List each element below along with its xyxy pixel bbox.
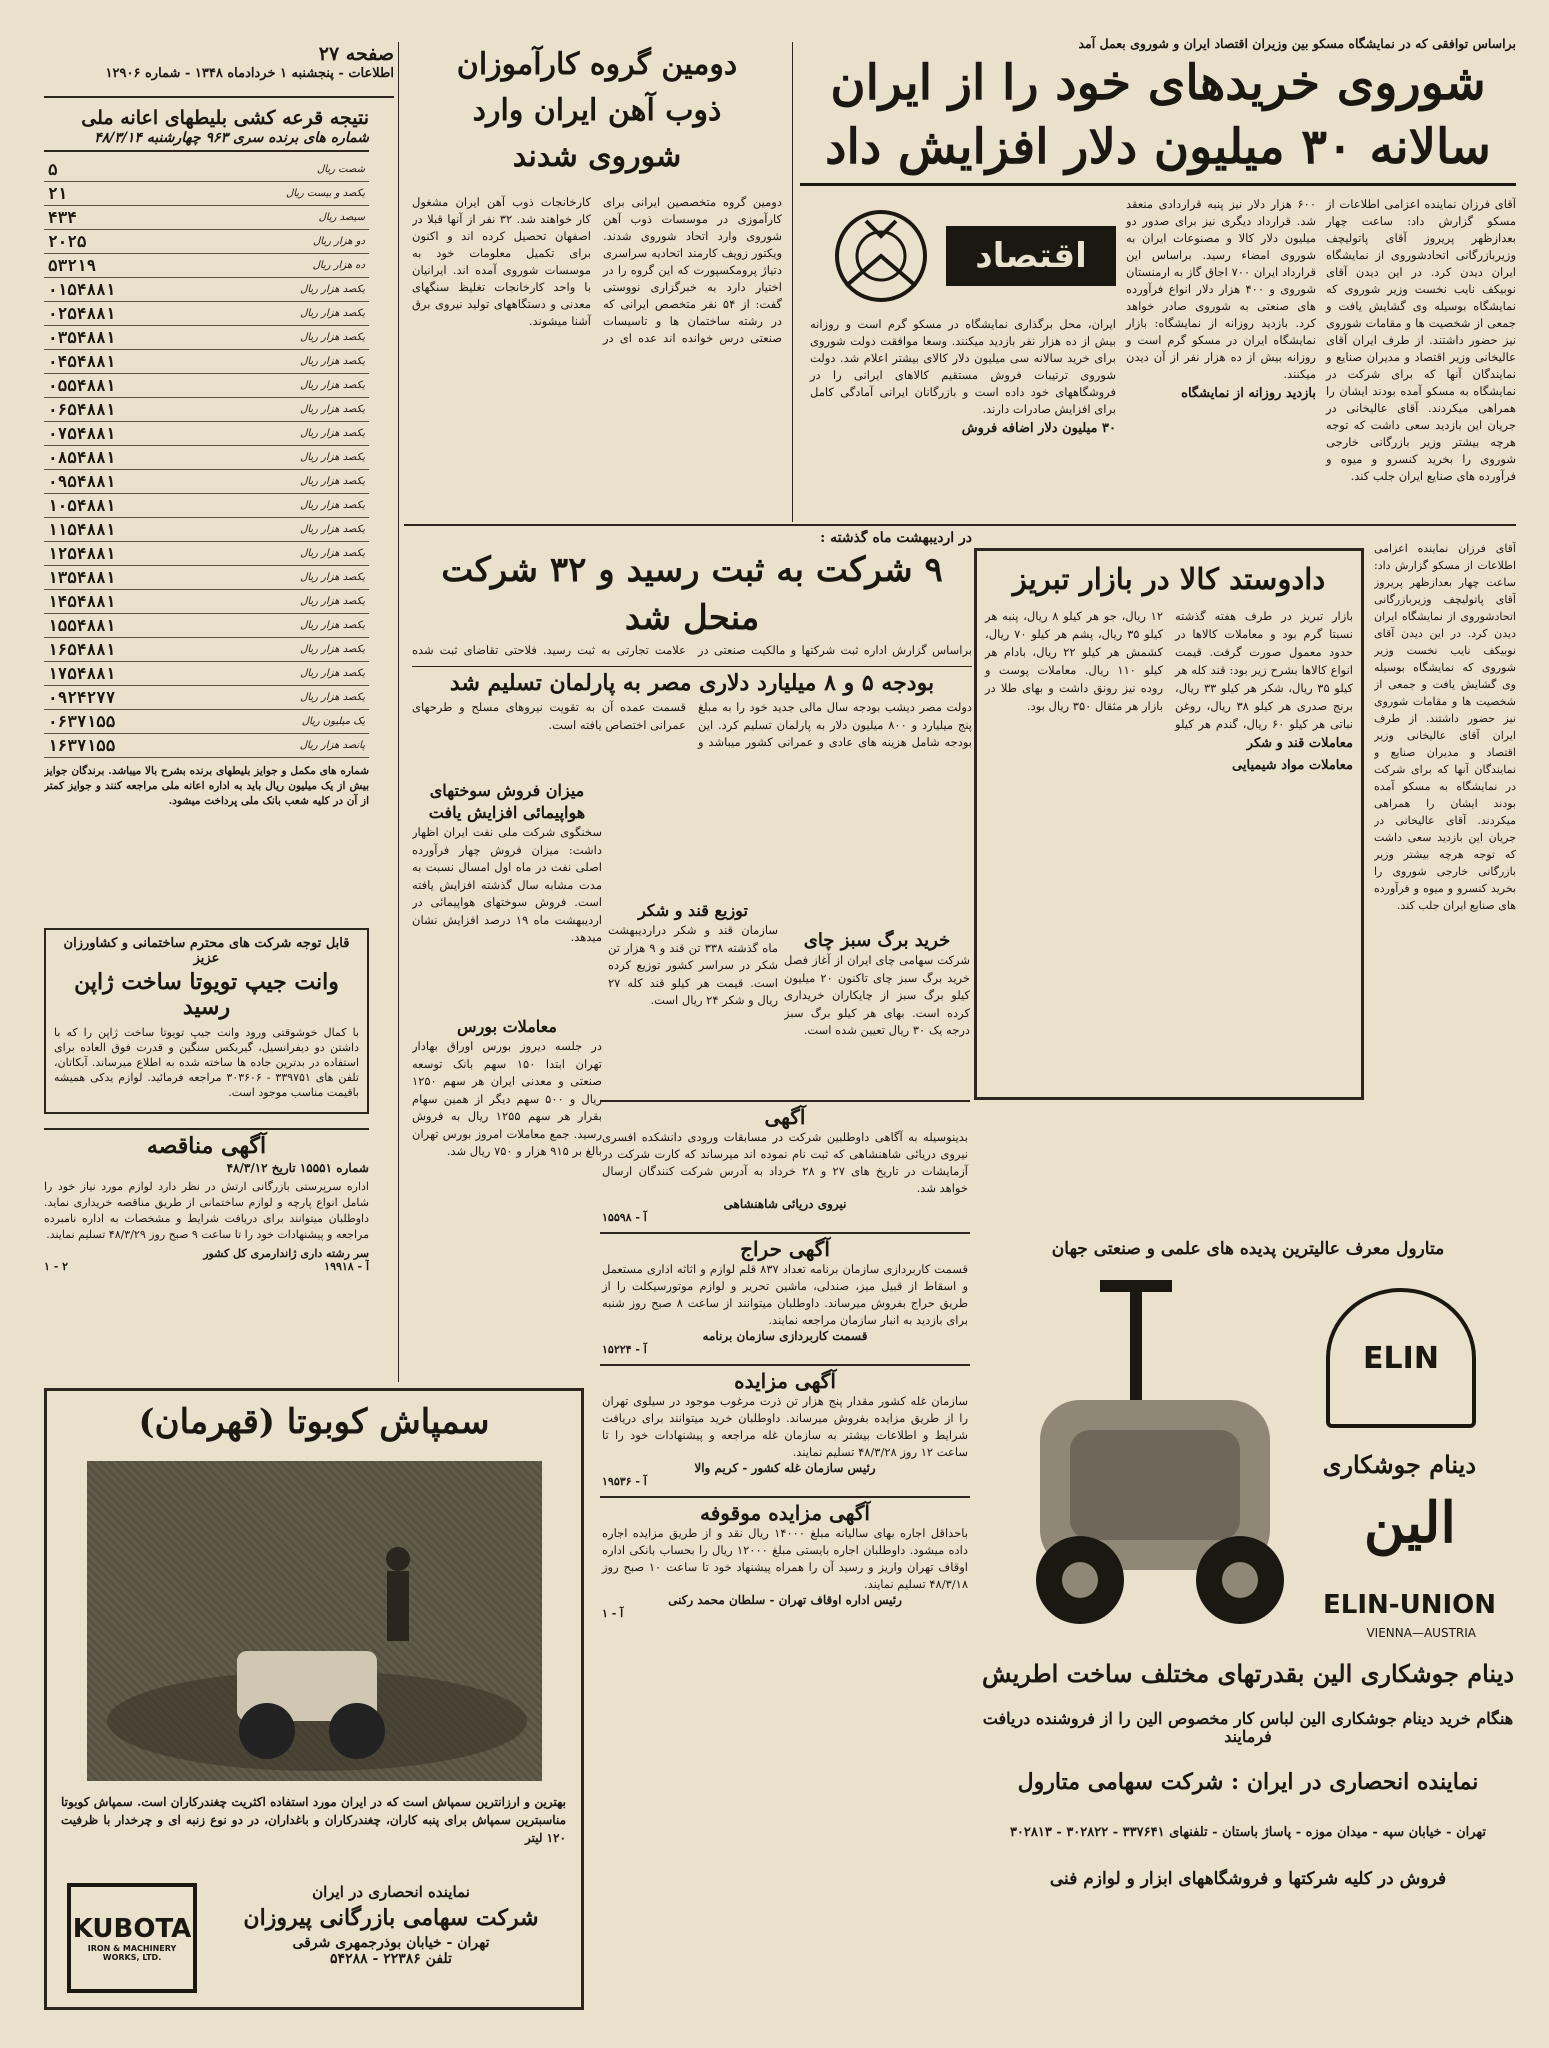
kubota-agent-name: شرکت سهامی بازرگانی پیروزان — [243, 1905, 539, 1931]
tea-headline: خرید برگ سبز چای — [803, 930, 951, 951]
fuel-sales-text: سخنگوی شرکت ملی نفت ایران اظهار داشت: میزان فروش چهار فرآورده اصلی نفت در ماه اول امسال نسبت به مدت مشابه سال گذشته افزایش یافته است. فروش سوختهای هواپیمائی در اردیبهشت ماه ۱۹ درصد افزایش نشان میدهد. — [412, 825, 602, 944]
lottery-row — [44, 326, 369, 350]
tender-headline: آگهی مناقصه — [146, 1133, 267, 1159]
economy-section-banner: اقتصاد — [946, 226, 1116, 286]
lottery-row — [44, 710, 369, 734]
lottery-prize-label: یکصد هزار ریال — [300, 379, 365, 391]
top-story-kicker: براساس توافقی که در نمایشگاه مسکو بین وزیران اقتصاد ایران و شوروی بعمل آمد — [1078, 36, 1516, 51]
elin-ad — [980, 1240, 1516, 2020]
kubota-agent-label: نماینده انحصاری در ایران — [312, 1883, 470, 1901]
lottery-prize-label: یکصد هزار ریال — [300, 427, 365, 439]
notices-list — [600, 1100, 970, 1628]
companies-text: براساس گزارش اداره ثبت شرکتها و مالکیت صنعتی در علامت تجارتی به ثبت رسید. فلاحتی تقاضای ثبت شده — [412, 643, 972, 657]
lottery-prize-label: یکصد هزار ریال — [300, 691, 365, 703]
kubota-address: تهران - خیابان بوذرجمهری شرقی — [292, 1935, 490, 1951]
kubota-sprayer-photo — [87, 1461, 542, 1781]
lottery-row — [44, 494, 369, 518]
notice-headline: آگهی مزایده — [734, 1369, 836, 1393]
notice-ad — [600, 1232, 970, 1364]
karamouzan-headline: دومین گروه کارآموزان ذوب آهن ایران وارد شوروی شدند — [456, 47, 738, 174]
tea-text: شرکت سهامی چای ایران از آغاز فصل خرید برگ سبز چای تاکنون ۲۰ میلیون کیلو برگ سبز از چایکاران خریداری کرده است. بهای هر کیلو برگ سبز درجه یک ۳۰ ریال تعیین شده است. — [784, 953, 970, 1037]
tender-code-2: ۲ - ۱ — [44, 1260, 69, 1274]
companies-headline: ۹ شرکت به ثبت رسید و ۳۲ شرکت منحل شد — [441, 550, 943, 638]
notice-ad — [600, 1364, 970, 1496]
elin-agent: نماینده انحصاری در ایران : شرکت سهامی متارول — [1017, 1769, 1479, 1795]
lottery-row — [44, 614, 369, 638]
lottery-prize-label: یکصد هزار ریال — [300, 547, 365, 559]
lottery-row — [44, 470, 369, 494]
notice-ad — [600, 1100, 970, 1232]
lottery-prize-label: یکصد هزار ریال — [300, 595, 365, 607]
sprayer-illustration — [87, 1461, 542, 1781]
lottery-prize-label: پانصد هزار ریال — [299, 739, 365, 751]
notice-headline: آگهی مزایده موقوفه — [700, 1501, 870, 1525]
lottery-number: ۵ — [48, 159, 58, 179]
lottery-number: ۱۷۵۴۸۸۱ — [48, 663, 116, 683]
lottery-number: ۴۳۴ — [48, 207, 77, 227]
notice-text: سازمان غله کشور مقدار پنج هزار تن ذرت مرغوب موجود در سیلوی تهران را از طریق مزایده بفروش میرساند. داوطلبان خرید میتوانند برای دریافت شرایط و اطلاعات بیشتر به سازمان غله مراجعه و پیشنهادات خود را تا ساعت ۱۲ روز ۴۸/۳/۲۸ تسلیم نمایند. — [602, 1394, 968, 1459]
top-story-col-1: آقای فرزان نماینده اعزامی اطلاعات از مسکو گزارش داد: ساعت چهار بعدازظهر پریروز آقای پاتولیچف وزیربازرگانی اتحادشوروی از نمایشگاه ایران دیدن کرد. در این دیدن آقای نوبیکف نایب نخست وزیر شوروی که نمایشگاه بوسیله وی گشایش یافت و جمعی از شخصیت ها و مقامات شوروی نیز حضور داشتند. از طرف ایران آقای عالیخانی وزیر اقتصاد و مدیران صنایع و نمایندگان آنها که برای شرکت در نمایشگاه به مسکو آمده بودند ایشان را همراهی میکردند. آقای عالیخانی در جریان این بازدید سعی داشت که توجه هرچه بیشتر وزیر بازرگانی خارجی شوروی را بخرید کنسرو و میوه و فرآورده های صنایع ایران جلب کند. — [1326, 197, 1516, 483]
elin-brand-fa: الین — [1363, 1490, 1456, 1556]
fuel-sales-story — [412, 780, 602, 1010]
lottery-row — [44, 566, 369, 590]
top-story-col-2 — [1126, 196, 1316, 485]
karamouzan-story — [412, 42, 782, 520]
lottery-number: ۱۶۵۴۸۸۱ — [48, 639, 116, 659]
top-story-col-2-subhead: بازدید روزانه از نمایشگاه — [1181, 386, 1316, 401]
lottery-row — [44, 350, 369, 374]
lottery-number: ۰۱۵۴۸۸۱ — [48, 279, 116, 299]
lottery-number: ۰۳۵۴۸۸۱ — [48, 327, 116, 347]
bourse-text: در جلسه دیروز بورس اوراق بهادار تهران ابتدا ۱۵۰ سهم بانک توسعه صنعتی و معدنی ایران هر سهم ۱۲۵۰ ریال و ۵۰۰ سهم دیگر از همین سهام بقرار هر سهم ۱۲۵۵ ریال به فروش رسید. جمع معاملات امروز بورس تهران بالغ بر ۹۱۵ هزار و ۷۵۰ ریال شد. — [412, 1039, 602, 1158]
lottery-prize-label: یکصد هزار ریال — [300, 667, 365, 679]
welding-dynamo-illustration — [1010, 1280, 1310, 1640]
kubota-agent — [221, 1883, 561, 1967]
lottery-row — [44, 182, 369, 206]
lottery-table — [44, 158, 369, 758]
lottery-row — [44, 590, 369, 614]
notice-code: آ - ۱۹۵۳۶ — [602, 1475, 647, 1488]
lottery-prize-label: یکصد هزار ریال — [300, 331, 365, 343]
lottery-row — [44, 302, 369, 326]
top-story-col-3-subhead: ۳۰ میلیون دلار اضافه فروش — [961, 421, 1116, 436]
tabriz-sub-2: معاملات مواد شیمیایی — [1232, 758, 1353, 773]
lottery-number: ۰۶۳۷۱۵۵ — [48, 711, 116, 731]
lottery-row — [44, 662, 369, 686]
kubota-caption: بهترین و ارزانترین سمپاش است که در ایران مورد استفاده اکثریت چغندرکاران است. سمپاش کوبوتا مناسبترین سمپاش برای پنبه کاران، چغندرکاران و باغداران، در دو نوع زنبه ای و چرخدار با ظرفیت ۱۲۰ لیتر — [61, 1795, 566, 1845]
tender-footer: سر رشته داری ژاندارمری کل کشور — [203, 1247, 369, 1261]
lottery-row — [44, 158, 369, 182]
lottery-number: ۱۱۵۴۸۸۱ — [48, 519, 116, 539]
top-story — [800, 36, 1516, 520]
lottery-number: ۱۵۵۴۸۸۱ — [48, 615, 116, 635]
lottery-number: ۲۰۲۵ — [48, 231, 87, 251]
top-story-col-2-text: ۶۰۰ هزار دلار نیز پنبه قراردادی منعقد شد. قرارداد دیگری نیز برای صدور دو میلیون دلار کالا و مصنوعات ایران به شوروی امضاء رسید. براساس این قرارداد ایران ۷۰۰ اجاق گاز به ارمنستان شوروی و ۴۰۰ هزار دلار انواع فرآورده های صنعتی به شوروی صادر خواهد کرد. بازدید روزانه از نمایشگاه: بازار نمایشگاه ایران در مسکو گرم است و روزانه بیش از ده هزار نفر از آن دیدن میکنند. — [1126, 197, 1316, 381]
sugar-distribution-story — [608, 900, 778, 1070]
lottery-number: ۰۶۵۴۸۸۱ — [48, 399, 116, 419]
top-story-columns — [800, 196, 1516, 485]
right-column-text: آقای فرزان نماینده اعزامی اطلاعات از مسکو گزارش داد: ساعت چهار بعدازظهر پریروز آقای پاتولیچف وزیربازرگانی اتحادشوروی از نمایشگاه ایران دیدن کرد. در این دیدن آقای نوبیکف نایب نخست وزیر شوروی که نمایشگاه بوسیله وی گشایش یافت و جمعی از شخصیت ها و مقامات شوروی نیز حضور داشتند. از طرف ایران آقای عالیخانی وزیر اقتصاد و مدیران صنایع و نمایندگان آنها که برای شرکت در نمایشگاه به مسکو آمده بودند ایشان را همراهی میکردند. آقای عالیخانی در جریان این بازدید سعی داشت که توجه هرچه بیشتر وزیر بازرگانی خارجی شوروی را بخرید کنسرو و میوه و فرآورده های صنایع ایران جلب کند. — [1374, 542, 1516, 912]
lottery-number: ۵۳۲۱۹ — [48, 255, 97, 275]
economy-banner-row — [810, 196, 1116, 316]
lottery-row — [44, 374, 369, 398]
lottery-row — [44, 446, 369, 470]
bourse-headline: معاملات بورس — [457, 1017, 557, 1036]
lottery-number: ۰۹۲۴۲۷۷ — [48, 687, 116, 707]
lottery-row — [44, 734, 369, 758]
lottery-row — [44, 206, 369, 230]
lottery-row — [44, 254, 369, 278]
sugar-text: سازمان قند و شکر دراردیبهشت ماه گذشته ۳۳۸ تن قند و ۹ هزار تن شکر در سراسر کشور توزیع کرده است. قیمت هر کیلو قند کله ۲۷ ریال و شکر ۲۴ ریال است. — [608, 923, 778, 1007]
lottery-row — [44, 518, 369, 542]
lottery-prize-label: یکصد هزار ریال — [300, 499, 365, 511]
top-story-headline-1: شوروی خریدهای خود را از ایران — [830, 55, 1486, 111]
lottery-number: ۰۷۵۴۸۸۱ — [48, 423, 116, 443]
page-masthead — [44, 42, 394, 98]
notice-headline: آگهی — [764, 1105, 806, 1129]
right-column-continued — [1374, 540, 1516, 1100]
elin-product: دینام جوشکاری — [1322, 1450, 1476, 1479]
lottery-prize-label: یکصد هزار ریال — [300, 571, 365, 583]
tabriz-story — [974, 548, 1364, 1100]
lottery-row — [44, 542, 369, 566]
kubota-ad — [44, 1388, 584, 2010]
notice-text: قسمت کاربردازی سازمان برنامه تعداد ۸۳۷ قلم لوازم و اثاثه اداری مستعمل و اسقاط از قبیل میز، صندلی، ماشین تحریر و لوازم موتورسیکلت را از طریق حراج بفروش میرساند. داوطلبان میتوانند از ساعت ۸ صبح روز شنبه برای بازدید به انبار سازمان مراجعه نمایند. — [602, 1262, 969, 1327]
tender-number: شماره ۱۵۵۵۱ تاریخ ۴۸/۳/۱۲ — [226, 1161, 369, 1176]
elin-logo-text: ELIN — [1363, 1340, 1439, 1376]
lottery-number: ۰۲۵۴۸۸۱ — [48, 303, 116, 323]
lottery-row — [44, 638, 369, 662]
lottery-prize-label: یکصد هزار ریال — [300, 475, 365, 487]
lottery-number: ۰۵۵۴۸۸۱ — [48, 375, 116, 395]
notice-footer: رئیس سازمان غله کشور - کریم والا — [694, 1461, 876, 1475]
karamouzan-text: دومین گروه متخصصین ایرانی برای کارآموزی در موسسات ذوب آهن شوروی وارد اتحاد شوروی شدند. ویکتور زویف کارمند اتحادیه سراسری دتیاژ پرومکسپورت که این گروه را در اختیار دارد به خبرگزاری نووستی گفت: از ۵۴ نفر متخصص ایرانی که در رشته ساختمان ها و تاسیسات صنعتی درس خوانده اند عده ای در کارخانجات ذوب آهن ایران مشغول کار خواهند شد. ۳۲ نفر از آنها قبلا در اصفهان تحصیل کرده اند و اکنون برای تکمیل معلومات خود به موسسات شوروی آمده اند. ایرانیان با واحد کارخانجات تغلیظ سنگهای معدنی و دستگاههای تولید نیروی برق آشنا میشوند. — [412, 195, 782, 345]
lottery-title: نتیجه قرعه کشی بلیطهای اعانه ملی — [81, 108, 369, 129]
notice-ad — [600, 1496, 970, 1628]
lottery-prize-label: یکصد و بیست ریال — [285, 187, 365, 199]
elin-line-2: هنگام خرید دینام جوشکاری الین لباس کار مخصوص الین را از فروشنده دریافت فرمایند — [982, 1709, 1514, 1747]
top-story-headline-2: سالانه ۳۰ میلیون دلار افزایش داد — [800, 115, 1516, 186]
lottery-number: ۱۳۵۴۸۸۱ — [48, 567, 116, 587]
notice-footer: نیروی دریائی شاهنشاهی — [723, 1197, 847, 1211]
lottery-prize-label: سیصد ریال — [318, 211, 365, 223]
lottery-number: ۱۶۳۷۱۵۵ — [48, 735, 116, 755]
notice-code: آ - ۱ — [602, 1607, 624, 1620]
column-rule-1 — [398, 42, 399, 1382]
lottery-row — [44, 422, 369, 446]
elin-logo — [1326, 1288, 1476, 1428]
lottery-prize-label: ده هزار ریال — [312, 259, 365, 271]
tender-ad — [44, 1128, 369, 1348]
kubota-logo-text: KUBOTA — [72, 1914, 192, 1944]
lottery-prize-label: یک میلیون ریال — [301, 715, 365, 727]
lottery-number: ۱۰۵۴۸۸۱ — [48, 495, 116, 515]
tender-code-1: آ - ۱۹۹۱۸ — [324, 1260, 369, 1274]
lottery-row — [44, 686, 369, 710]
elin-tagline: دینام جوشکاری الین بقدرتهای مختلف ساخت اطریش — [981, 1659, 1515, 1688]
notice-footer: رئیس اداره اوقاف تهران - سلطان محمد رکنی — [668, 1593, 902, 1607]
kubota-headline: سمپاش کوبوتا (قهرمان) — [138, 1402, 490, 1442]
lottery-box — [44, 108, 369, 894]
elin-top-line: متارول معرف عالیترین پدیده های علمی و صنعتی جهان — [1051, 1240, 1445, 1259]
tea-story — [784, 930, 970, 1090]
lottery-row — [44, 278, 369, 302]
lottery-number: ۱۲۵۴۸۸۱ — [48, 543, 116, 563]
kubota-logo — [67, 1883, 197, 1993]
section-rule — [404, 524, 1516, 526]
fuel-sales-headline: میزان فروش سوختهای هواپیمائی افزایش یافت — [428, 781, 586, 822]
egypt-budget-story — [412, 666, 972, 776]
lottery-prize-label: یکصد هزار ریال — [300, 619, 365, 631]
lottery-prize-label: دو هزار ریال — [313, 235, 365, 247]
tabriz-headline: دادوستد کالا در بازار تبریز — [1012, 562, 1326, 596]
bourse-story — [412, 1016, 602, 1266]
lottery-prize-label: یکصد هزار ریال — [300, 355, 365, 367]
companies-story — [412, 530, 972, 660]
notice-code: آ - ۱۵۵۹۸ — [602, 1211, 647, 1224]
budget-headline: بودجه ۵ و ۸ میلیارد دلاری مصر به پارلمان تسلیم شد — [449, 670, 935, 696]
tender-codes — [44, 1260, 369, 1273]
lottery-number: ۰۴۵۴۸۸۱ — [48, 351, 116, 371]
lottery-note: شماره های مکمل و جوایز بلیطهای برنده بشرح بالا میباشد. برندگان جوایز بیش از یک میلیون ریال باید به اداره اعانه ملی مراجعه کنند و جوایز کمتر از آن در کلیه شعب بانک ملی پرداخت میشود. — [44, 764, 369, 807]
lottery-prize-label: شصت ریال — [317, 163, 365, 175]
jeep-ad-headline: وانت جیپ تویوتا ساخت ژاپن رسید — [74, 969, 339, 1021]
tabriz-sub-1: معاملات قند و شکر — [1246, 736, 1353, 751]
column-rule-2 — [792, 42, 793, 522]
kubota-phone: تلفن ۲۲۳۸۶ - ۵۴۲۸۸ — [330, 1951, 452, 1967]
issue-line: اطلاعات - پنجشنبه ۱ خردادماه ۱۳۴۸ - شماره ۱۲۹۰۶ — [105, 66, 394, 81]
elin-address: تهران - خیابان سپه - میدان موزه - پاساژ باستان - تلفنهای ۳۳۷۶۴۱ - ۳۰۲۸۲۲ - ۳۰۲۸۱۳ — [1009, 1825, 1487, 1840]
lottery-number: ۰۸۵۴۸۸۱ — [48, 447, 116, 467]
jeep-ad-kicker: قابل توجه شرکت های محترم ساختمانی و کشاورزان عزیز — [63, 936, 350, 966]
lottery-prize-label: یکصد هزار ریال — [300, 523, 365, 535]
notice-code: آ - ۱۵۲۲۴ — [602, 1343, 647, 1356]
lottery-number: ۱۴۵۴۸۸۱ — [48, 591, 116, 611]
lottery-row — [44, 230, 369, 254]
jeep-ad-text: با کمال خوشوقتی ورود وانت جیپ تویوتا ساخت ژاپن را که با داشتن دو دیفرانسیل، گیربکس سنگین و قدرت فوق العاده برای استفاده در بدترین جاده ها ساخته شده به اطلاع میرساند. آبکاتان، تلفن های ۳۳۹۷۵۱ - ۳۰۳۶۰۶ مراجعه فرمائید. لوازم یدکی همیشه باقیمت مناسب موجود است. — [54, 1025, 359, 1099]
elin-origin: VIENNA—AUSTRIA — [1366, 1626, 1476, 1640]
top-story-col-3-text: ایران، محل برگذاری نمایشگاه در مسکو گرم است و روزانه بیش از ده هزار نفر بازدید میکنند. وسعا موافقت دولت شوروی برای خرید سالانه سی میلیون دلار کالای بیشتر اعلام شد. دولت شوروی ترتیبات فروش مستقیم کالاهای ایرانی را در فروشگاههای خود داده است و بازرگانان ایرانی آمادگی کامل برای افزایش صادرات دارند. — [810, 317, 1116, 416]
economy-emblem-icon — [826, 201, 936, 311]
lottery-prize-label: یکصد هزار ریال — [300, 451, 365, 463]
notice-text: باحداقل اجاره بهای سالیانه مبلغ ۱۴۰۰۰ ریال نقد و از طریق مزایده اجاره داده میشود. داوطلبان اجاره بایستی مبلغ ۱۲۰۰۰ ریال را بحساب بانکی اداره اوقاف تهران واریز و رسید آن را همراه پیشنهاد خود تا ساعت ۱۰ صبح روز ۴۸/۳/۱۸ تسلیم نمایند. — [602, 1526, 968, 1591]
elin-footer: فروش در کلیه شرکتها و فروشگاههای ابزار و لوازم فنی — [1049, 1869, 1447, 1889]
tabriz-text: بازار تبریز در طرف هفته گذشته نسبتا گرم بود و معاملات کالاها در حدود معمول صورت گرفت. قیمت انواع کالاها بشرح زیر بود: قند کله هر کیلو ۳۵ ریال، شکر هر کیلو ۳۳ ریال، برنج صدری هر کیلو ۳۸ ریال، روغن نباتی هر کیلو ۶۰ ریال، گندم هر کیلو ۱۲ ریال، جو هر کیلو ۸ ریال، پنبه هر کیلو ۳۵ ریال، پشم هر کیلو ۷۰ ریال، کشمش هر کیلو ۲۲ ریال، بادام هر کیلو ۱۱۰ ریال. معاملات پوست و روده نیز رونق داشت و بهای طلا در بازار هر مثقال ۳۵۰ ریال بود. — [985, 609, 1353, 731]
lottery-row — [44, 398, 369, 422]
top-story-col-3 — [810, 196, 1116, 485]
lottery-prize-label: یکصد هزار ریال — [300, 643, 365, 655]
tender-text: اداره سرپرستی بازرگانی ارتش در نظر دارد لوازم مورد نیاز خود را شامل انواع پارچه و لوازم ساختمانی از طریق مناقصه خریداری نماید. داوطلبان میتوانند برای دریافت شرایط و مشخصات به اداره نامبرده مراجعه و پیشنهادات خود را تا ساعت ۹ صبح روز ۴۸/۳/۲۹ تسلیم نمایند. — [44, 1180, 369, 1242]
notice-text: بدینوسیله به آگاهی داوطلبین شرکت در مسابقات ورودی دانشکده افسری نیروی دریائی شاهنشاهی که ثبت نام نموده اند میرساند که کارت شرکت در آزمایشات در تاریخ های ۲۷ و ۲۸ خرداد به آدرس شرکت کنندگان ارسال خواهد شد. — [602, 1130, 969, 1195]
page-number: صفحه ۲۷ — [318, 43, 394, 65]
notices-column — [600, 1100, 970, 2020]
kubota-logo-sub: IRON & MACHINERY WORKS, LTD. — [87, 1944, 177, 1962]
notice-footer: قسمت کاربردازی سازمان برنامه — [702, 1329, 868, 1343]
lottery-prize-label: یکصد هزار ریال — [300, 403, 365, 415]
elin-union: ELIN-UNION — [1323, 1590, 1496, 1620]
lottery-prize-label: یکصد هزار ریال — [300, 307, 365, 319]
lottery-number: ۰۹۵۴۸۸۱ — [48, 471, 116, 491]
lottery-number: ۲۱ — [48, 183, 68, 203]
budget-text: دولت مصر دیشب بودجه سال مالی جدید خود را به مبلغ پنج میلیارد و ۸۰۰ میلیون دلار به پارلمان تسلیم کرد. این بودجه شامل هزینه های عادی و عمرانی کشور میباشد و قسمت عمده آن به تقویت نیروهای مسلح و طرحهای عمرانی اختصاص یافته است. — [412, 700, 972, 749]
toyota-jeep-ad — [44, 928, 369, 1114]
sugar-headline: توزیع قند و شکر — [638, 901, 748, 920]
companies-kicker: در اردیبهشت ماه گذشته : — [820, 530, 972, 546]
notice-headline: آگهی حراج — [740, 1237, 830, 1261]
lottery-prize-label: یکصد هزار ریال — [300, 283, 365, 295]
lottery-subtitle: شماره های برنده سری ۹۶۳ چهارشنبه ۴۸/۳/۱۴ — [44, 130, 369, 152]
